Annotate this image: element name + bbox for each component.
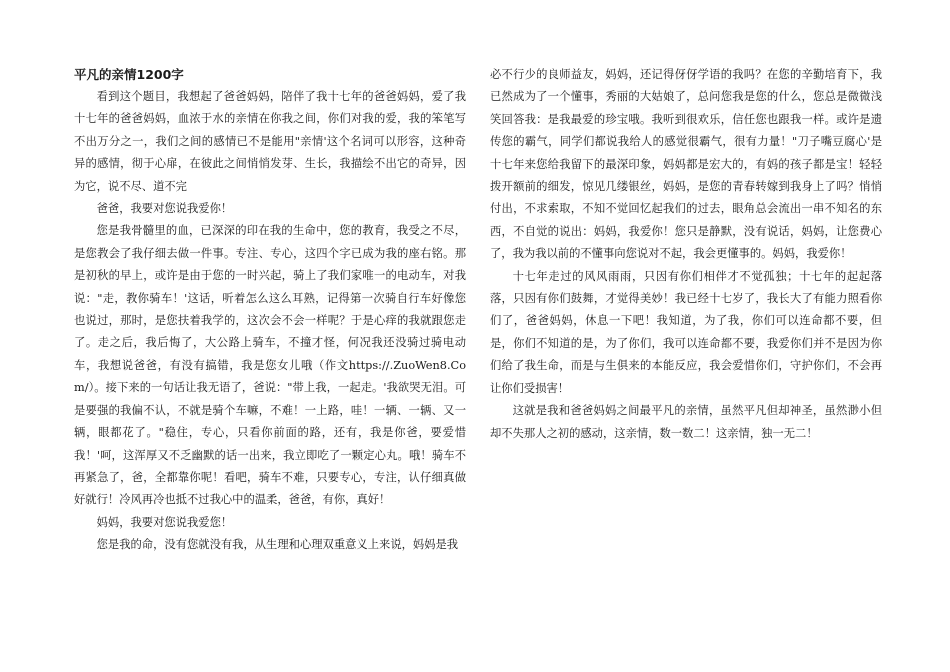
- paragraph-dad-story: 您是我骨髓里的血，已深深的印在我的生命中，您的教育，我受之不尽，是您教会了我仔细去做一件事。专注、专心，这四个字已成为我的座右铭。那是初秋的早上，或许是由于您的一时兴起，骑上了我们家唯一的电动车，对我说："走，教你骑车！'这话，听着怎么这么耳熟，记得第一次骑自行车好像您也说过，那时，是您扶着我学的，这次会不会一样呢？于是心痒的我就跟您走了。走之后，我后悔了，大公路上骑车，不撞才怪，何况我还没骑过骑电动车，我想说爸爸，有没有搞错，我是您女儿哦（作文https://.ZuoWen8.Com/）。接下来的一句话让我无语了，爸说："带上我，一起走。'我欲哭无泪。可是要强的我偏不认，不就是骑个车嘛，不难！一上路，哇！一辆、一辆、又一辆，眼都花了。"稳住，专心，只看你前面的路，还有，我是你爸，要爱惜我！'呵，这浑厚又不乏幽默的话一出来，我立即吃了一颗定心丸。哦！骑车不再紧急了，爸，全都靠你呢！看吧，骑车不难，只要专心，专注，认仔细真做好就行！冷风再冷也抵不过我心中的温柔，爸爸，有你，真好！: [74, 224, 466, 507]
- paragraph-mom-story-cont: 必不行少的良师益友，妈妈，还记得伢伢学语的我吗？在您的辛勤培育下，我已然成为了一个懂事，秀丽的大姑娘了，总问您我是您的什么，您总是微微浅笑回答我：是我最爱的珍宝哦。我听到很欢乐，信任您也跟我一样。或许是遗传您的霸气，同学们都说我给人的感觉很霸气，很有力量！"刀子嘴豆腐心'是十七年来您给我留下的最深印象，妈妈都是宏大的，有妈的孩子都是宝！轻轻拨开额前的细发，惊见几缕银丝，妈妈，是您的青春转嫁到我身上了吗？悄悄付出，不求索取，不知不觉回忆起我们的过去，眼角总会流出一串不知名的东西，不自觉的说出：妈妈，我爱你！您只是静默，没有说话，妈妈，让您费心了，我为我以前的不懂事向您说对不起，我会更懂事的。妈妈，我爱你！: [490, 68, 882, 261]
- paragraph-dad-heading: 爸爸，我要对您说我爱你！: [96, 202, 233, 216]
- left-column: [74, 64, 466, 557]
- paragraph-conclusion: 这就是我和爸爸妈妈之间最平凡的亲情，虽然平凡但却神圣，虽然渺小但却不失那人之初的感动，这亲情，数一数二！这亲情，独一无二！: [490, 404, 882, 440]
- document-title: 平凡的亲情1200字: [74, 67, 184, 82]
- paragraph-mom-story-start: 您是我的命，没有您就没有我，从生理和心理双重意义上来说，妈妈是我: [96, 538, 459, 552]
- paragraph-intro: 看到这个题目，我想起了爸爸妈妈，陪伴了我十七年的爸爸妈妈，爱了我十七年的爸爸妈妈，血浓于水的亲情在你我之间，你们对我的爱，我的笨笔写不出万分之一，我们之间的感情已不是能用"亲情'这个名词可以形容，这种奇异的感情，彻于心扉，在彼此之间悄悄发芽、生长，我描绘不出它的奇异，因为它，说不尽、道不完: [74, 90, 466, 193]
- right-column: [490, 64, 882, 445]
- paragraph-mom-heading: 妈妈，我要对您说我爱您！: [96, 515, 233, 529]
- paragraph-seventeen-years: 十七年走过的风风雨雨，只因有你们相伴才不觉孤独；十七年的起起落落，只因有你们鼓舞，才觉得美妙！我已经十七岁了，我长大了有能力照看你们了，爸爸妈妈，休息一下吧！我知道，为了我，你们可以连命都不要，但是，你们不知道的是，为了你们，我可以连命都不要，我爱你们并不是因为你们给了我生命，而是与生俱来的本能反应，我会爱惜你们，守护你们，不会再让你们受损害！: [490, 269, 882, 395]
